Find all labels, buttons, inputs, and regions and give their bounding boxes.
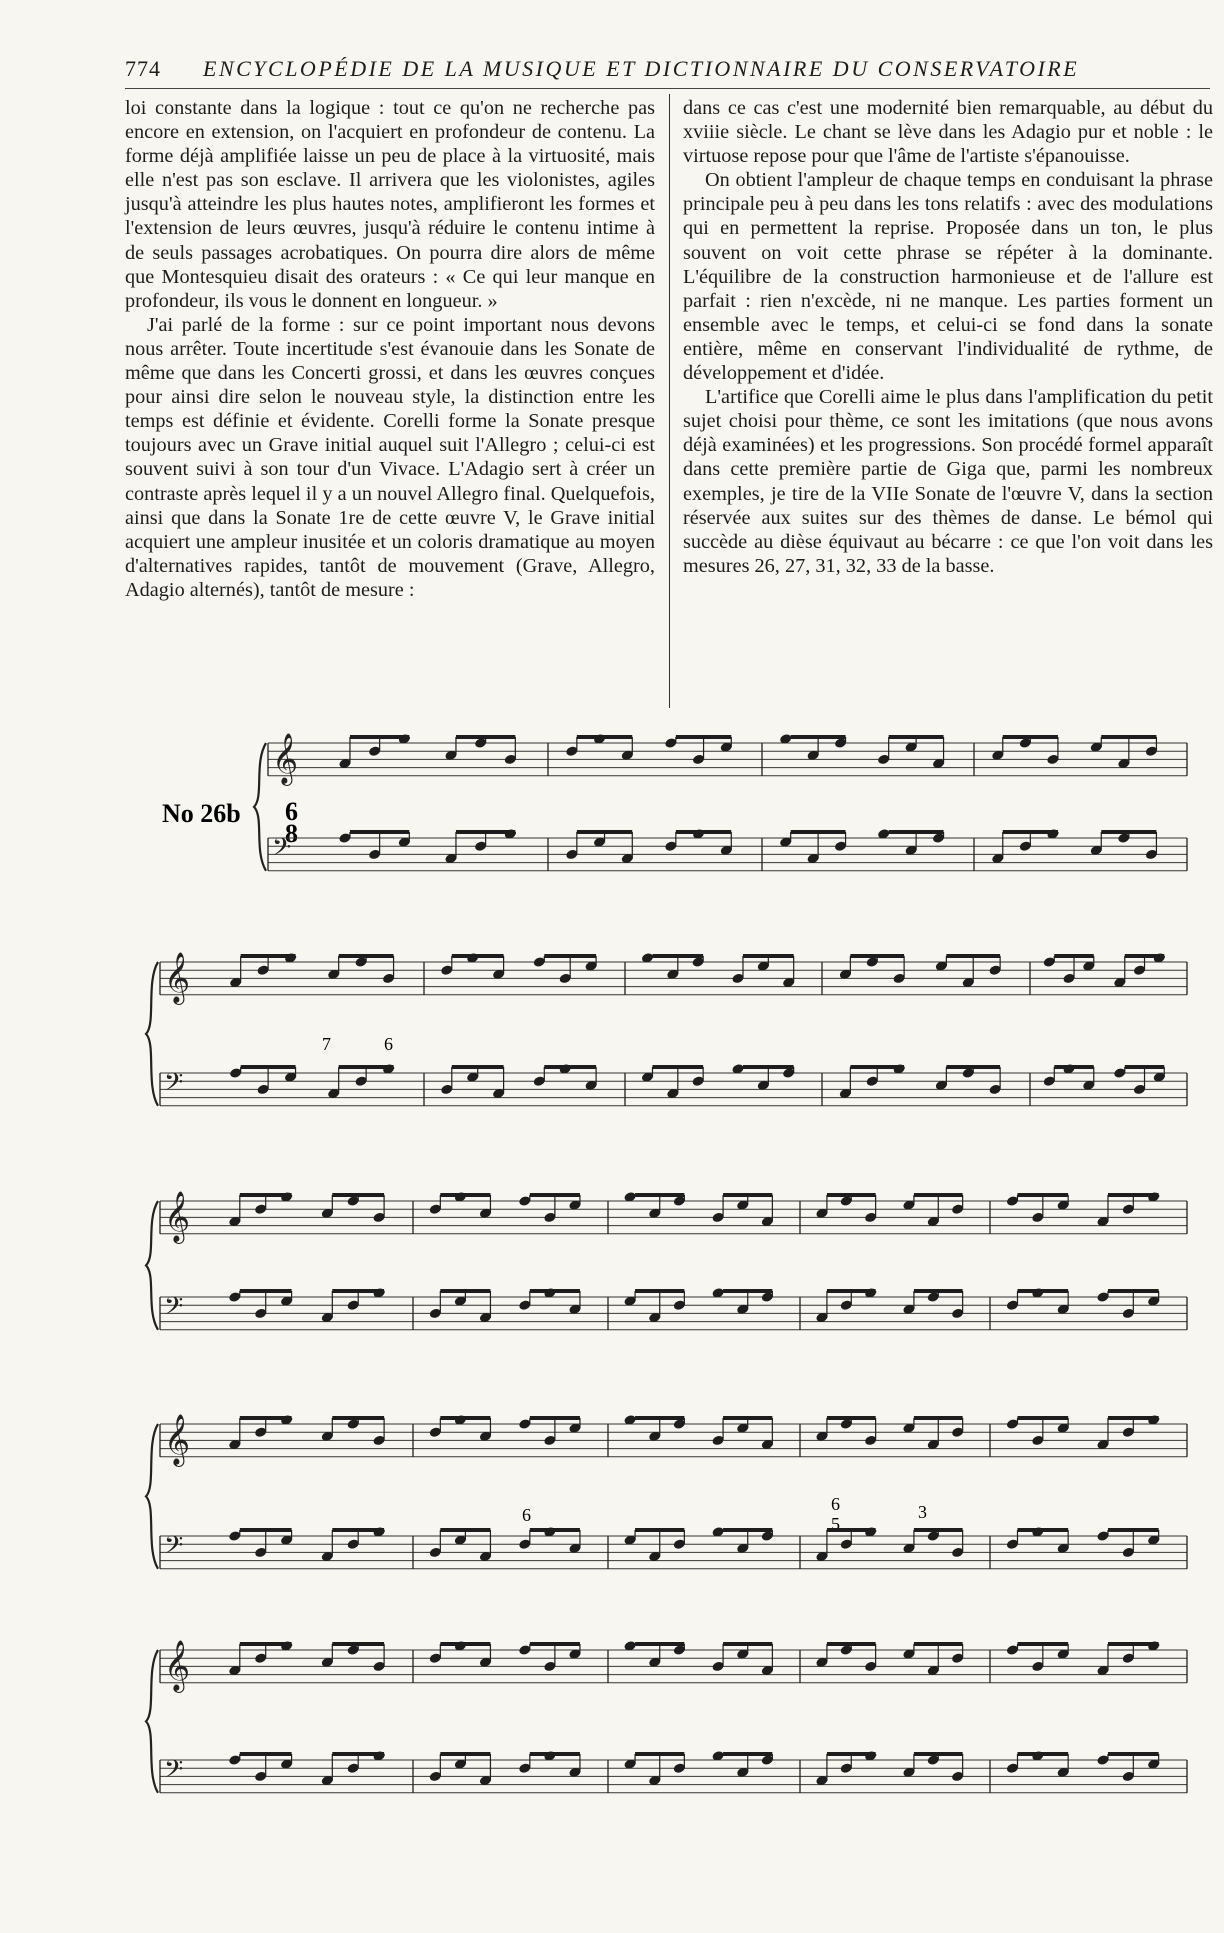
system-brace — [146, 1201, 158, 1330]
system-brace — [146, 1424, 158, 1569]
figured-bass-6: 3 — [918, 1502, 927, 1522]
figured-bass-4: 6 — [831, 1494, 840, 1514]
bass-clef: 𝄢 — [164, 1069, 184, 1102]
time-sig-bottom: 8 — [285, 819, 298, 848]
figured-bass-1: 7 — [322, 1034, 331, 1054]
treble-clef: 𝄞 — [164, 953, 191, 1002]
bass-clef: 𝄢 — [272, 834, 292, 867]
right-paragraph-3: L'artifice que Corelli aime le plus dans l'amplification du petit sujet choisi pour thème, ce sont les imitations (que nous avons déjà examinées) et les progressions. Son procédé formel apparaît dans cette première partie de Giga que, parmi les nombreux exemples, je tire de la VIIe Sonate de l'œuvre V, dans la section réservée aux suites sur des thèmes de danse. Le bémol qui succède au dièse équivaut au bécarre : ce que l'on voit dans les mesures 26, 27, 31, 32, 33 de la basse. — [683, 386, 1213, 577]
system-brace — [146, 1650, 158, 1793]
figured-bass-3: 6 — [522, 1505, 531, 1525]
right-paragraph-1: dans ce cas c'est une modernité bien remarquable, au début du xviiie siècle. Le chant se lève dans les Adagio pur et noble : le virtuose repose pour que l'âme de l'artiste s'épanouisse. — [683, 97, 1213, 168]
bass-clef: 𝄢 — [164, 1532, 184, 1565]
left-paragraph-2: J'ai parlé de la forme : sur ce point important nous devons nous arrêter. Toute incertitude s'est évanouie dans les Sonate de même que dans les Concerti grossi, et dans les œuvres conçues pour ainsi dire selon le nouveau style, la distinction entre les temps est définie et évidente. Corelli forme la Sonate presque toujours avec un Grave initial auquel suit l'Allegro ; celui-ci est souvent suivi à son tour d'un Vivace. L'Adagio sert à créer un contraste après lequel il y a un nouvel Allegro final. Quelquefois, ainsi que dans la Sonate 1re de cette œuvre V, le Grave initial acquiert une ampleur inusitée et un coloris dramatique au moyen d'alternatives rapides, tantôt de mouvement (Grave, Allegro, Adagio alternés), tantôt de mesure : — [125, 313, 655, 601]
system-brace — [146, 962, 158, 1106]
page-number: 774 — [125, 56, 161, 81]
time-sig-top: 6 — [285, 797, 298, 826]
example-label: No 26b — [162, 799, 241, 828]
right-paragraph-2: On obtient l'ampleur de chaque temps en conduisant la phrase principale peu à peu dans les tons relatifs : avec des modulations qui en permettent la reprise. Proposée dans un ton, le plus souvent on voit cette phrase se répéter à la dominante. L'équilibre de la construction harmonieuse et de l'allure est parfait : rien n'excède, ni ne manque. Les parties forment un ensemble avec le temps, et celui-ci se fond dans la sonate entière, même en conservant l'individualité de rythme, de développement et d'idée. — [683, 169, 1213, 385]
bass-clef: 𝄢 — [164, 1756, 184, 1789]
figured-bass-2: 6 — [384, 1034, 393, 1054]
treble-clef: 𝄞 — [164, 1415, 191, 1464]
treble-clef: 𝄞 — [164, 1641, 191, 1690]
running-title: ENCYCLOPÉDIE DE LA MUSIQUE ET DICTIONNAIRE DU CONSERVATOIRE — [203, 56, 1080, 81]
treble-clef: 𝄞 — [272, 734, 299, 783]
bass-clef: 𝄢 — [164, 1293, 184, 1326]
left-paragraph-1: loi constante dans la logique : tout ce qu'on ne recherche pas encore en extension, on l'acquiert en profondeur de contenu. La forme déjà amplifiée laisse un peu de place à la virtuosité, mais elle n'est pas son esclave. Il arrivera que les violonistes, agiles jusqu'à atteindre les plus hautes notes, amplifieront les formes et l'extension de leurs œuvres, jusqu'à réduire le contenu intime à de seuls passages acrobatiques. On pourra dire alors de même que Montesquieu disait des orateurs : « Ce qui leur manque en profondeur, ils vous le donnent en longueur. » — [125, 97, 655, 312]
system-brace — [254, 743, 266, 871]
figured-bass-5: 5 — [831, 1514, 840, 1534]
treble-clef: 𝄞 — [164, 1192, 191, 1241]
